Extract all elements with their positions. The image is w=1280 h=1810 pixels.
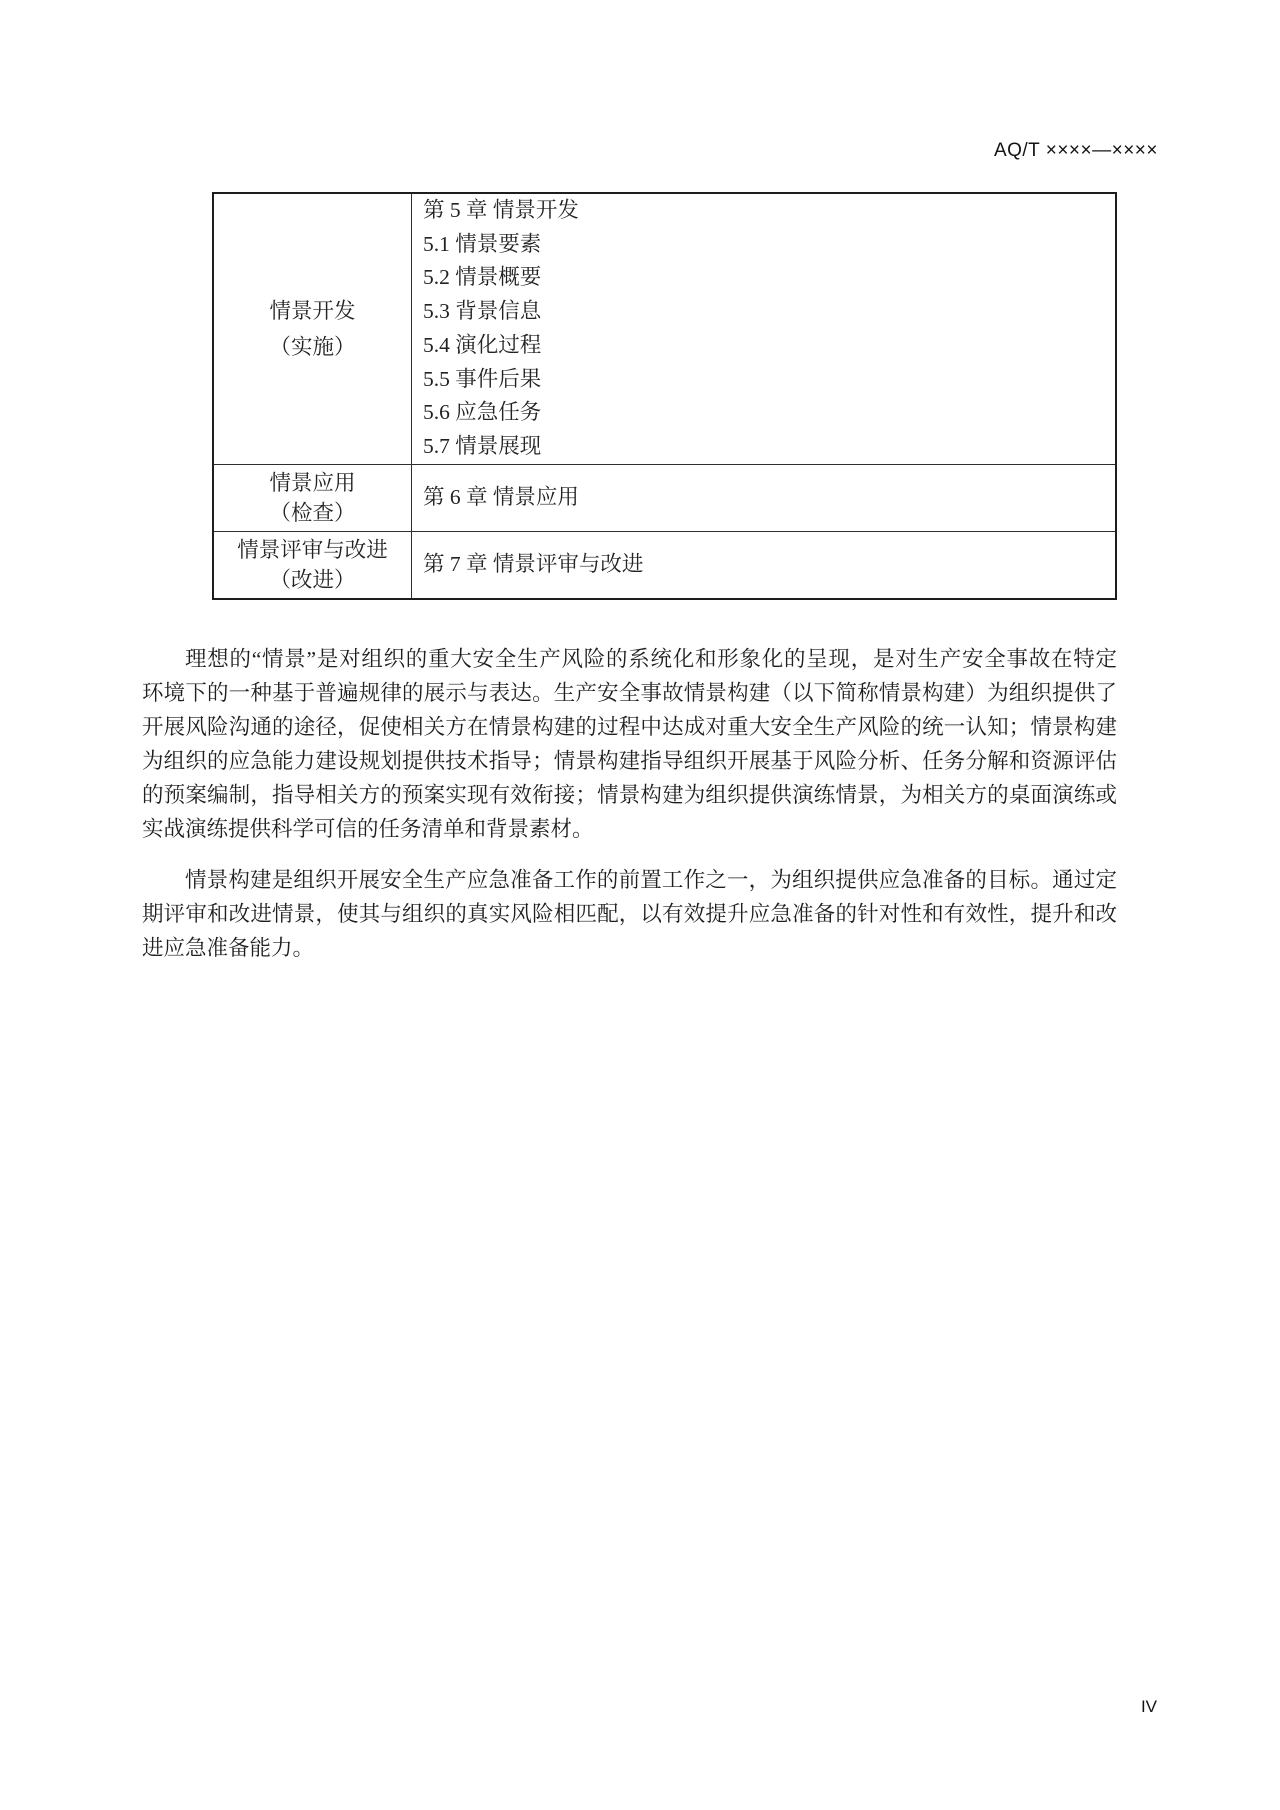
paragraph-scenario-definition <box>142 642 1117 846</box>
paragraph-line: 开展风险沟通的途径，促使相关方在情景构建的过程中达成对重大安全生产风险的统一认知；情景构建 <box>142 715 1117 739</box>
paragraph-line: 的预案编制，指导相关方的预案实现有效衔接；情景构建为组织提供演练情景，为相关方的桌面演练或 <box>142 783 1117 807</box>
paragraph-line: 理想的“情景”是对组织的重大安全生产风险的系统化和形象化的呈现，是对生产安全事故在特定 <box>185 647 1117 671</box>
phase-cell <box>213 531 412 599</box>
phase-name: 情景应用 <box>269 470 356 495</box>
chapter-line: 5.7 情景展现 <box>423 433 542 458</box>
chapter-line: 第 6 章 情景应用 <box>423 484 579 509</box>
table-row-scenario-development <box>213 193 1116 464</box>
phase-stage: （检查） <box>269 500 356 525</box>
table-row-scenario-application <box>213 464 1116 531</box>
body-text <box>142 642 1117 965</box>
chapter-cell <box>412 464 1117 531</box>
phase-stage: （实施） <box>269 334 356 359</box>
chapter-cell <box>412 193 1117 464</box>
phase-cell <box>213 464 412 531</box>
phase-stage: （改进） <box>269 567 356 592</box>
page-number: IV <box>1140 1697 1157 1716</box>
table-row-scenario-review-improvement <box>213 531 1116 599</box>
chapter-line: 5.5 事件后果 <box>423 366 542 391</box>
paragraph-scenario-purpose <box>142 863 1117 965</box>
chapter-line: 5.1 情景要素 <box>423 231 542 256</box>
chapter-line: 第 5 章 情景开发 <box>423 198 579 222</box>
phase-cell <box>213 193 412 464</box>
chapter-line: 第 7 章 情景评审与改进 <box>423 552 644 577</box>
chapter-line: 5.6 应急任务 <box>423 400 542 425</box>
chapter-line: 5.2 情景概要 <box>423 265 542 290</box>
standard-number-header: AQ/T ××××—×××× <box>993 140 1158 161</box>
paragraph-line: 情景构建是组织开展安全生产应急准备工作的前置工作之一，为组织提供应急准备的目标。通过定 <box>185 868 1117 892</box>
chapter-line: 5.3 背景信息 <box>423 299 542 324</box>
paragraph-line: 期评审和改进情景，使其与组织的真实风险相匹配，以有效提升应急准备的针对性和有效性，提升和改 <box>142 902 1117 926</box>
chapter-cell <box>412 531 1117 599</box>
paragraph-line: 进应急准备能力。 <box>142 936 315 960</box>
paragraph-line: 环境下的一种基于普遍规律的展示与表达。生产安全事故情景构建（以下简称情景构建）为组织提供了 <box>142 681 1117 705</box>
phase-name: 情景开发 <box>269 298 356 323</box>
chapter-line: 5.4 演化过程 <box>423 332 542 357</box>
paragraph-line: 实战演练提供科学可信的任务清单和背景素材。 <box>142 817 594 841</box>
phase-name: 情景评审与改进 <box>237 537 388 562</box>
paragraph-line: 为组织的应急能力建设规划提供技术指导；情景构建指导组织开展基于风险分析、任务分解和资源评估 <box>142 749 1117 773</box>
scenario-phase-table <box>212 192 1117 600</box>
